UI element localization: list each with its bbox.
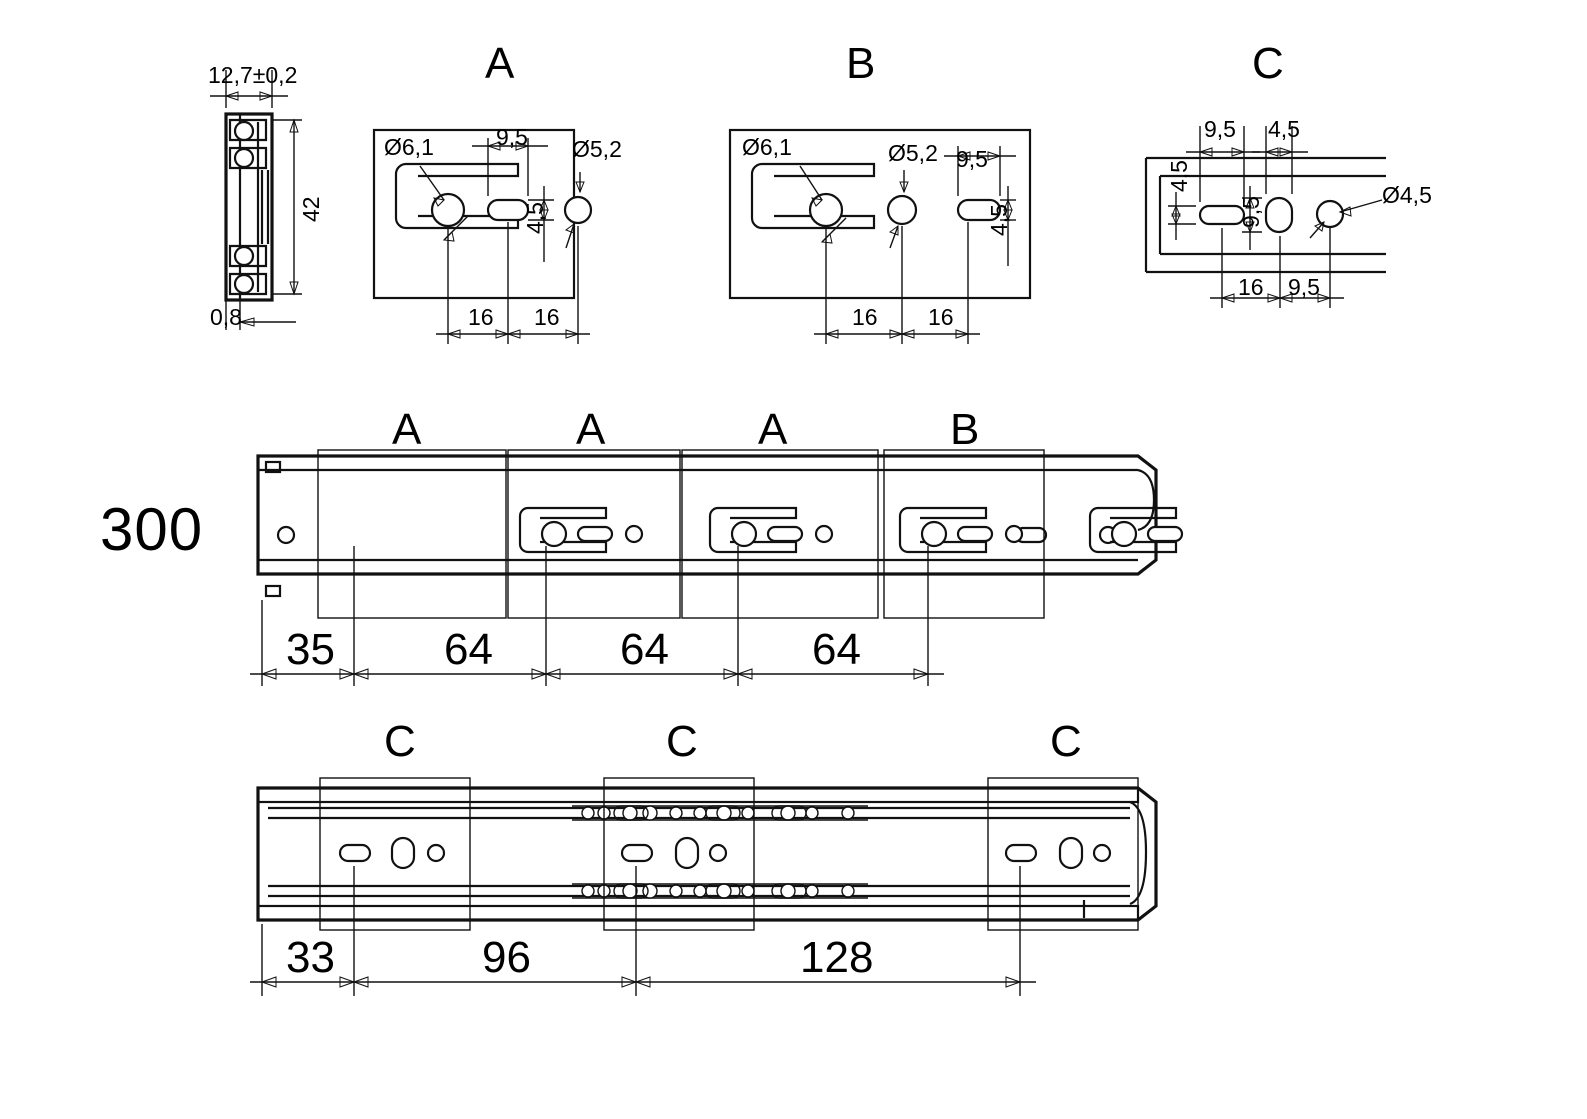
dim-b-slot-width: 4,5 bbox=[986, 204, 1012, 236]
dim-inner-3: 128 bbox=[800, 933, 874, 982]
dim-outer-3: 64 bbox=[620, 625, 669, 674]
dim-section-height: 42 bbox=[298, 196, 324, 222]
callout-outer-4: B bbox=[950, 405, 980, 454]
dim-b-hole-large: Ø6,1 bbox=[742, 134, 792, 160]
dim-c-pitch-2: 9,5 bbox=[1288, 274, 1320, 300]
dim-c-slot-width-mid: 9,5 bbox=[1238, 196, 1264, 228]
detail-title-c: C bbox=[1252, 39, 1284, 88]
dim-section-width: 12,7±0,2 bbox=[208, 62, 298, 88]
dim-a-pitch-1: 16 bbox=[468, 304, 494, 330]
detail-title-a: A bbox=[485, 39, 515, 88]
dim-b-pitch-1: 16 bbox=[852, 304, 878, 330]
dim-outer-1: 35 bbox=[286, 625, 335, 674]
part-length-label: 300 bbox=[100, 496, 204, 563]
detail-title-b: B bbox=[846, 39, 876, 88]
dim-c-slot-len-2: 4,5 bbox=[1268, 116, 1300, 142]
dim-a-hole-large: Ø6,1 bbox=[384, 134, 434, 160]
dim-c-slot-len-1: 9,5 bbox=[1204, 116, 1236, 142]
dim-outer-4: 64 bbox=[812, 625, 861, 674]
dim-c-slot-width-left: 4,5 bbox=[1166, 160, 1192, 192]
dim-b-pitch-2: 16 bbox=[928, 304, 954, 330]
dim-b-hole-small: Ø5,2 bbox=[888, 140, 938, 166]
dim-c-hole: Ø4,5 bbox=[1382, 182, 1432, 208]
dim-a-slot-length: 9,5 bbox=[496, 124, 528, 150]
callout-outer-3: A bbox=[758, 405, 788, 454]
section-view-geometry bbox=[210, 70, 302, 330]
callout-inner-3: C bbox=[1050, 717, 1082, 766]
dim-inner-2: 96 bbox=[482, 933, 531, 982]
dim-a-slot-width: 4,5 bbox=[522, 202, 548, 234]
callout-outer-2: A bbox=[576, 405, 606, 454]
dim-c-pitch-1: 16 bbox=[1238, 274, 1264, 300]
dim-section-thickness: 0,8 bbox=[210, 304, 242, 330]
dim-a-pitch-2: 16 bbox=[534, 304, 560, 330]
dim-inner-1: 33 bbox=[286, 933, 335, 982]
dim-b-slot-length: 9,5 bbox=[956, 146, 988, 172]
dim-a-hole-small: Ø5,2 bbox=[572, 136, 622, 162]
outer-rail-geometry bbox=[250, 450, 1182, 686]
callout-outer-1: A bbox=[392, 405, 422, 454]
detail-c-geometry bbox=[1146, 126, 1386, 308]
callout-inner-1: C bbox=[384, 717, 416, 766]
dim-outer-2: 64 bbox=[444, 625, 493, 674]
callout-inner-2: C bbox=[666, 717, 698, 766]
inner-rail-geometry bbox=[250, 778, 1156, 996]
